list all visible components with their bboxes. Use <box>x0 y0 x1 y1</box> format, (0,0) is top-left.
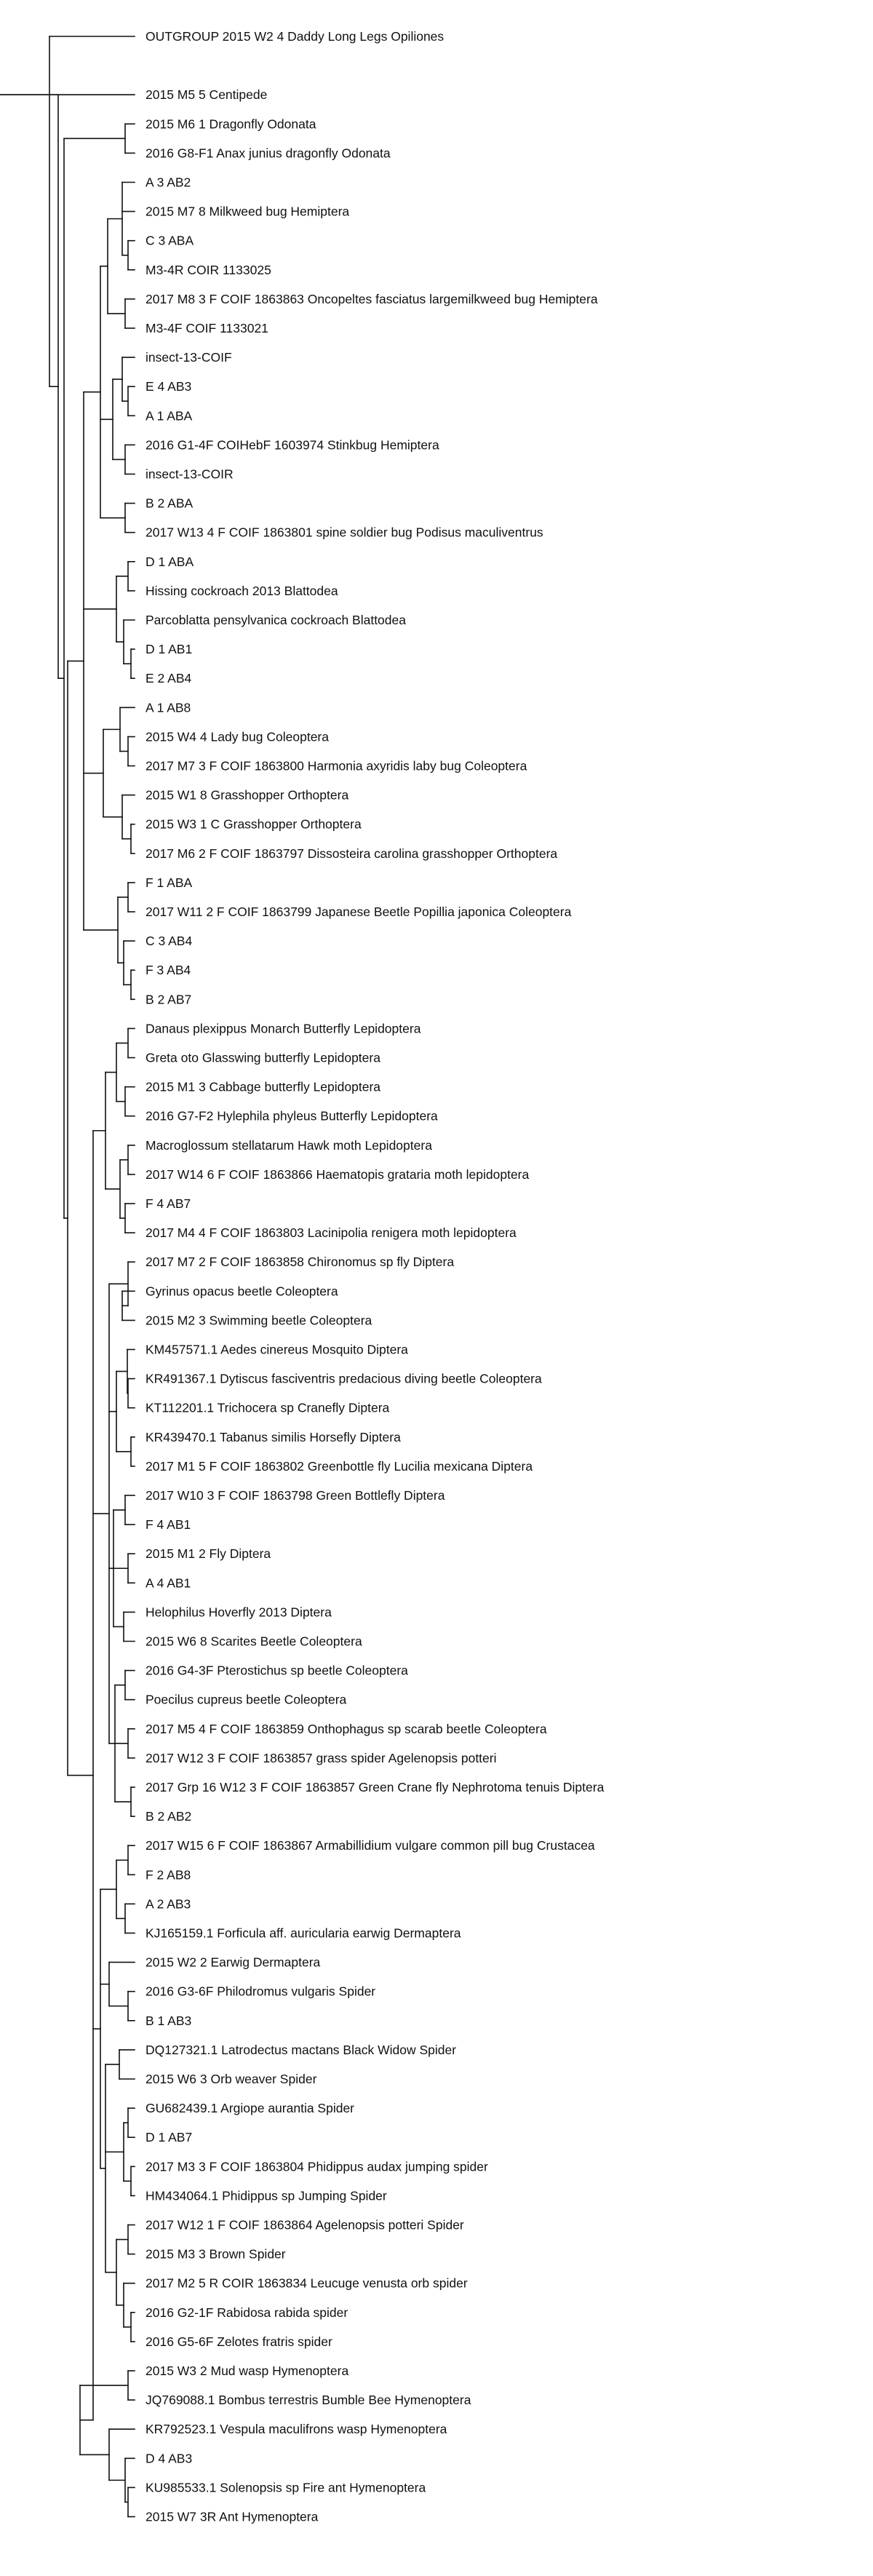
taxon-label: insect-13-COIR <box>146 466 234 482</box>
taxon-label: D 1 AB1 <box>146 642 193 657</box>
taxon-label: A 2 AB3 <box>146 1896 191 1912</box>
taxon-label: 2015 W3 1 C Grasshopper Orthoptera <box>146 816 362 832</box>
taxon-label: Greta oto Glasswing butterfly Lepidoptera <box>146 1050 380 1065</box>
taxon-label: GU682439.1 Argiope aurantia Spider <box>146 2101 355 2116</box>
taxon-label: 2017 W12 1 F COIF 1863864 Agelenopsis potteri Spider <box>146 2217 464 2233</box>
taxon-label: 2015 M1 2 Fly Diptera <box>146 1546 271 1562</box>
taxon-label: Parcoblatta pensylvanica cockroach Blattodea <box>146 613 406 627</box>
taxon-label: D 4 AB3 <box>146 2451 193 2466</box>
taxon-label: 2015 W6 8 Scarites Beetle Coleoptera <box>146 1634 362 1649</box>
taxon-label: 2017 M8 3 F COIF 1863863 Oncopeltes fasciatus largemilkweed bug Hemiptera <box>146 291 598 306</box>
taxon-label: D 1 ABA <box>146 554 194 569</box>
taxon-label: OUTGROUP 2015 W2 4 Daddy Long Legs Opiliones <box>146 29 445 44</box>
taxon-label: 2016 G8-F1 Anax junius dragonfly Odonata <box>146 146 391 161</box>
taxon-label: 2016 G2-1F Rabidosa rabida spider <box>146 2305 348 2320</box>
taxon-label: KM457571.1 Aedes cinereus Mosquito Diptera <box>146 1342 408 1357</box>
taxon-label: 2015 W3 2 Mud wasp Hymenoptera <box>146 2364 349 2378</box>
taxon-labels <box>146 29 605 2524</box>
taxon-label: 2017 M1 5 F COIF 1863802 Greenbottle fly Lucilia mexicana Diptera <box>146 1458 533 1474</box>
taxon-label: 2016 G4-3F Pterostichus sp beetle Coleoptera <box>146 1663 408 1678</box>
taxon-label: 2016 G5-6F Zelotes fratris spider <box>146 2334 332 2349</box>
taxon-label: 2016 G1-4F COIHebF 1603974 Stinkbug Hemiptera <box>146 437 439 453</box>
taxon-label: insect-13-COIF <box>146 350 232 365</box>
taxon-label: Gyrinus opacus beetle Coleoptera <box>146 1284 338 1299</box>
taxon-label: C 3 AB4 <box>146 934 193 949</box>
taxon-label: A 1 AB8 <box>146 700 191 715</box>
taxon-label: 2017 W15 6 F COIF 1863867 Armabillidium vulgare common pill bug Crustacea <box>146 1838 595 1853</box>
taxon-label: 2017 M4 4 F COIF 1863803 Lacinipolia renigera moth lepidoptera <box>146 1225 517 1241</box>
taxon-label: 2017 W13 4 F COIF 1863801 spine soldier bug Podisus maculiventrus <box>146 525 543 540</box>
taxon-label: Hissing cockroach 2013 Blattodea <box>146 583 338 598</box>
taxon-label: E 4 AB3 <box>146 379 192 394</box>
taxon-label: B 2 ABA <box>146 496 194 511</box>
taxon-label: F 3 AB4 <box>146 963 191 978</box>
taxon-label: A 3 AB2 <box>146 175 191 190</box>
taxon-label: M3-4F COIF 1133021 <box>146 321 268 335</box>
taxon-label: 2016 G3-6F Philodromus vulgaris Spider <box>146 1984 376 1999</box>
tree-branches <box>1 36 135 2517</box>
taxon-label: 2015 W7 3R Ant Hymenoptera <box>146 2509 319 2524</box>
taxon-label: 2017 M5 4 F COIF 1863859 Onthophagus sp scarab beetle Coleoptera <box>146 1721 547 1736</box>
taxon-label: B 2 AB7 <box>146 992 192 1007</box>
taxon-label: KR792523.1 Vespula maculifrons wasp Hymenoptera <box>146 2422 447 2437</box>
taxon-label: 2015 M6 1 Dragonfly Odonata <box>146 116 316 132</box>
taxon-label: F 4 AB7 <box>146 1196 191 1211</box>
taxon-label: KR491367.1 Dytiscus fasciventris predacious diving beetle Coleoptera <box>146 1371 542 1386</box>
taxon-label: 2017 M3 3 F COIF 1863804 Phidippus audax jumping spider <box>146 2159 488 2174</box>
taxon-label: 2015 W1 8 Grasshopper Orthoptera <box>146 787 349 803</box>
taxon-label: 2015 W4 4 Lady bug Coleoptera <box>146 729 329 744</box>
taxon-label: KU985533.1 Solenopsis sp Fire ant Hymenoptera <box>146 2480 426 2495</box>
taxon-label: M3-4R COIR 1133025 <box>146 262 271 277</box>
taxon-label: 2017 M7 2 F COIF 1863858 Chironomus sp fly Diptera <box>146 1255 455 1270</box>
taxon-label: 2017 W12 3 F COIF 1863857 grass spider Agelenopsis potteri <box>146 1750 497 1765</box>
taxon-label: F 2 AB8 <box>146 1867 191 1883</box>
taxon-label: KR439470.1 Tabanus similis Horsefly Diptera <box>146 1429 401 1444</box>
taxon-label: 2017 M2 5 R COIR 1863834 Leucuge venusta orb spider <box>146 2275 468 2291</box>
taxon-label: JQ769088.1 Bombus terrestris Bumble Bee Hymenoptera <box>146 2393 471 2408</box>
taxon-label: HM434064.1 Phidippus sp Jumping Spider <box>146 2188 387 2203</box>
taxon-label: 2016 G7-F2 Hylephila phyleus Butterfly Lepidoptera <box>146 1108 438 1124</box>
taxon-label: KJ165159.1 Forficula aff. auricularia earwig Dermaptera <box>146 1925 461 1941</box>
taxon-label: 2015 M3 3 Brown Spider <box>146 2246 286 2262</box>
taxon-label: 2015 M2 3 Swimming beetle Coleoptera <box>146 1313 372 1328</box>
taxon-label: 2017 W14 6 F COIF 1863866 Haematopis grataria moth lepidoptera <box>146 1166 530 1182</box>
taxon-label: Danaus plexippus Monarch Butterfly Lepidoptera <box>146 1021 421 1036</box>
taxon-label: 2015 M7 8 Milkweed bug Hemiptera <box>146 204 350 219</box>
taxon-label: F 4 AB1 <box>146 1517 191 1533</box>
taxon-label: 2017 W11 2 F COIF 1863799 Japanese Beetle Popillia japonica Coleoptera <box>146 905 572 919</box>
taxon-label: 2015 W6 3 Orb weaver Spider <box>146 2072 317 2086</box>
taxon-label: D 1 AB7 <box>146 2130 193 2145</box>
taxon-label: Poecilus cupreus beetle Coleoptera <box>146 1692 347 1707</box>
taxon-label: 2017 W10 3 F COIF 1863798 Green Bottlefly Diptera <box>146 1488 445 1503</box>
taxon-label: 2017 M7 3 F COIF 1863800 Harmonia axyridis laby bug Coleoptera <box>146 758 527 774</box>
taxon-label: 2017 Grp 16 W12 3 F COIF 1863857 Green Crane fly Nephrotoma tenuis Diptera <box>146 1780 605 1794</box>
taxon-label: DQ127321.1 Latrodectus mactans Black Widow Spider <box>146 2042 457 2057</box>
taxon-label: 2017 M6 2 F COIF 1863797 Dissosteira carolina grasshopper Orthoptera <box>146 846 558 861</box>
taxon-label: C 3 ABA <box>146 233 194 248</box>
taxon-label: A 1 ABA <box>146 408 193 424</box>
taxon-label: B 1 AB3 <box>146 2013 192 2028</box>
taxon-label: E 2 AB4 <box>146 671 192 686</box>
taxon-label: Helophilus Hoverfly 2013 Diptera <box>146 1605 332 1620</box>
taxon-label: 2015 M1 3 Cabbage butterfly Lepidoptera <box>146 1079 381 1094</box>
taxon-label: A 4 AB1 <box>146 1575 191 1591</box>
taxon-label: B 2 AB2 <box>146 1809 192 1824</box>
taxon-label: F 1 ABA <box>146 875 193 890</box>
taxon-label: 2015 W2 2 Earwig Dermaptera <box>146 1955 321 1970</box>
taxon-label: KT112201.1 Trichocera sp Cranefly Diptera <box>146 1400 390 1415</box>
taxon-label: 2015 M5 5 Centipede <box>146 87 268 103</box>
taxon-label: Macroglossum stellatarum Hawk moth Lepidoptera <box>146 1137 432 1153</box>
